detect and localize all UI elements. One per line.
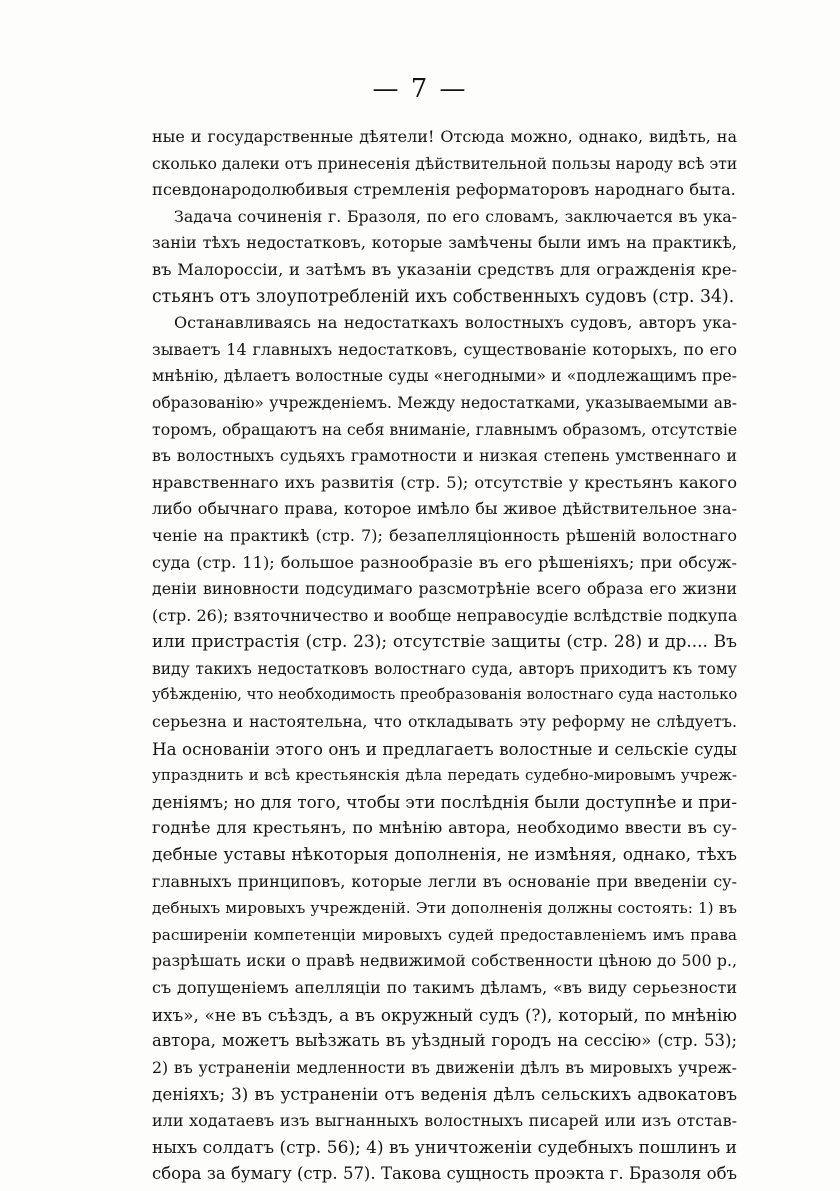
text-line: разрѣшать иски о правѣ недвижимой собственности цѣною до 500 р., bbox=[152, 951, 737, 971]
text-line: упразднить и всѣ крестьянскія дѣла передать судебно-мировымъ учреж- bbox=[152, 766, 737, 785]
text-line: автора, можетъ выѣзжать въ уѣздный городъ на сессію» (стр. 53); bbox=[152, 1031, 737, 1051]
text-line: или пристрастія (стр. 23); отсутствіе защиты (стр. 28) и др.... Въ bbox=[152, 632, 737, 653]
text-line: съ допущеніемъ апелляціи по такимъ дѣламъ, «въ виду серьезности bbox=[152, 978, 737, 997]
body-text bbox=[152, 124, 737, 1188]
text-line: убѣжденію, что необходимость преобразованія волостнаго суда настолько bbox=[152, 686, 737, 704]
text-line: деніи виновности подсудимаго разсмотрѣніе всего образа его жизни bbox=[152, 579, 737, 599]
text-line: расширеніи компетенціи мировыхъ судей предоставленіемъ имъ права bbox=[152, 925, 737, 944]
text-line: годнѣе для крестьянъ, по мнѣнію автора, необходимо ввести въ су- bbox=[152, 818, 737, 838]
text-line: серьезна и настоятельна, что откладывать эту реформу не слѣдуетъ. bbox=[152, 712, 737, 732]
text-line: въ волостныхъ судьяхъ грамотности и низкая степень умственнаго и bbox=[152, 446, 737, 466]
text-line: Останавливаясь на недостаткахъ волостныхъ судовъ, авторъ ука- bbox=[174, 313, 737, 333]
text-line: Задача сочиненія г. Бразоля, по его словамъ, заключается въ ука- bbox=[174, 206, 737, 226]
text-line: дебныхъ мировыхъ учрежденій. Эти дополненія должны состоять: 1) въ bbox=[152, 899, 737, 918]
text-line: ченіе на практикѣ (стр. 7); безапелляціонность рѣшеній волостнаго bbox=[152, 525, 737, 545]
page-number: — 7 — bbox=[372, 74, 468, 104]
text-line: нравственнаго ихъ развитія (стр. 5); отсутствіе у крестьянъ какого bbox=[152, 472, 737, 492]
text-line: или ходатаевъ изъ выгнанныхъ волостныхъ писарей или изъ отстав- bbox=[152, 1110, 737, 1130]
text-line: ихъ», «не въ съѣздъ, а въ окружный судъ (?), который, по мнѣнію bbox=[152, 1004, 737, 1025]
text-line: главныхъ принциповъ, которые легли въ основаніе при введеніи су- bbox=[152, 871, 737, 891]
text-line: ные и государственные дѣятели! Отсюда можно, однако, видѣть, на bbox=[152, 127, 737, 146]
text-line: сбора за бумагу (стр. 57). Такова сущность проэкта г. Бразоля объ bbox=[152, 1164, 737, 1184]
text-line: образованію» учрежденіемъ. Между недостатками, указываемыми ав- bbox=[152, 393, 737, 412]
text-line: псевдонародолюбивыя стремленія реформаторовъ народнаго быта. bbox=[152, 180, 736, 200]
text-line: зываетъ 14 главныхъ недостатковъ, существованіе которыхъ, по его bbox=[152, 339, 737, 359]
text-line: либо обычнаго права, которое имѣло бы живое дѣйствительное зна- bbox=[152, 499, 737, 519]
text-line: деніямъ; но для того, чтобы эти послѣднія были доступнѣе и при- bbox=[152, 791, 737, 812]
text-line: въ Малороссіи, и затѣмъ въ указаніи средствъ для огражденія кре- bbox=[152, 259, 737, 279]
text-line: сколько далеки отъ принесенія дѣйствительной пользы народу всѣ эти bbox=[152, 154, 737, 173]
text-line: виду такихъ недостатковъ волостнаго суда, авторъ приходитъ къ тому bbox=[152, 659, 737, 678]
text-line: дебные уставы нѣкоторыя дополненія, не измѣняя, однако, тѣхъ bbox=[152, 845, 737, 866]
text-line: (стр. 26); взяточничество и вообще неправосудіе вслѣдствіе подкупа bbox=[152, 605, 737, 625]
text-line: На основаніи этого онъ и предлагаетъ волостные и сельскіе суды bbox=[152, 738, 737, 759]
text-line: ныхъ солдатъ (стр. 56); 4) въ уничтоженіи судебныхъ пошлинъ и bbox=[152, 1137, 737, 1158]
text-line: мнѣнію, дѣлаетъ волостные суды «негодными» и «подлежащимъ пре- bbox=[152, 366, 737, 386]
text-line: суда (стр. 11); большое разнообразіе въ его рѣшеніяхъ; при обсуж- bbox=[152, 552, 737, 572]
text-line: 2) въ устраненіи медленности въ движеніи дѣлъ въ мировыхъ учреж- bbox=[152, 1057, 737, 1077]
text-line: заніи тѣхъ недостатковъ, которые замѣчены были имъ на практикѣ, bbox=[152, 233, 737, 253]
text-line: деніяхъ; 3) въ устраненіи отъ веденія дѣлъ сельскихъ адвокатовъ bbox=[152, 1084, 737, 1105]
text-line: стьянъ отъ злоупотребленій ихъ собственныхъ судовъ (стр. 34). bbox=[152, 286, 735, 307]
text-line: торомъ, обращаютъ на себя вниманіе, главнымъ образомъ, отсутствіе bbox=[152, 419, 737, 439]
